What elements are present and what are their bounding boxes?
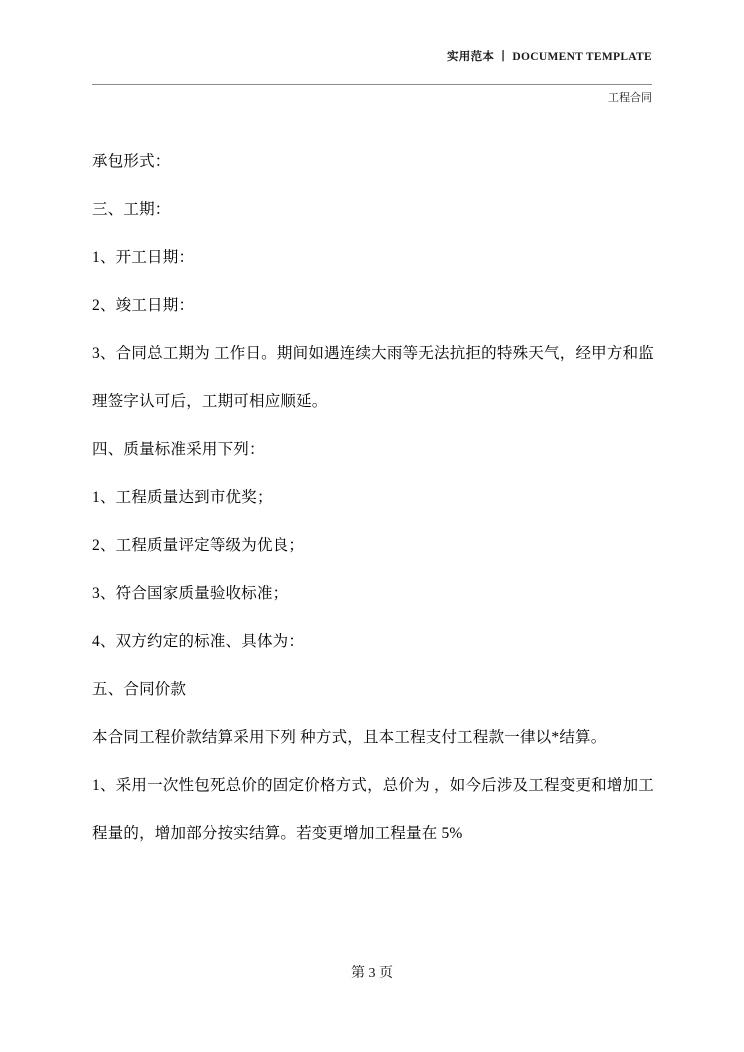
footer-page-number: 3 xyxy=(368,966,376,981)
body-paragraph: 三、工期： xyxy=(92,201,171,218)
body-paragraph: 四、质量标准采用下列： xyxy=(92,441,265,458)
page-header xyxy=(92,48,652,64)
body-paragraph: 4、双方约定的标准、具体为： xyxy=(92,633,305,650)
header-brand-cn: 实用范本 xyxy=(447,51,495,63)
header-brand-en: DOCUMENT TEMPLATE xyxy=(512,51,652,63)
header-doc-type: 工程合同 xyxy=(608,92,652,104)
footer-suffix: 页 xyxy=(379,966,393,981)
page-footer xyxy=(0,962,744,982)
body-paragraph: 承包形式： xyxy=(92,153,171,170)
body-paragraph: 1、采用一次性包死总价的固定价格方式，总价为 ，如今后涉及工程变更和增加工程量的，增加部分按实结算。若变更增加工程量在 5% xyxy=(92,777,654,842)
body-paragraph: 五、合同价款 xyxy=(92,681,187,698)
body-paragraph: 3、符合国家质量验收标准； xyxy=(92,585,289,602)
header-divider xyxy=(92,84,652,85)
footer-prefix: 第 xyxy=(351,966,365,981)
header-brand xyxy=(92,48,652,64)
body-paragraph: 2、工程质量评定等级为优良； xyxy=(92,537,305,554)
document-body xyxy=(92,138,654,858)
header-brand-separator: 丨 xyxy=(497,51,510,63)
body-paragraph: 3、合同总工期为 工作日。期间如遇连续大雨等无法抗拒的特殊天气，经甲方和监理签字认可后，工期可相应顺延。 xyxy=(92,345,654,410)
body-paragraph: 2、竣工日期： xyxy=(92,297,195,314)
body-paragraph: 1、工程质量达到市优奖； xyxy=(92,489,273,506)
body-paragraph: 本合同工程价款结算采用下列 种方式，且本工程支付工程款一律以*结算。 xyxy=(92,729,607,746)
body-paragraph: 1、开工日期： xyxy=(92,249,195,266)
